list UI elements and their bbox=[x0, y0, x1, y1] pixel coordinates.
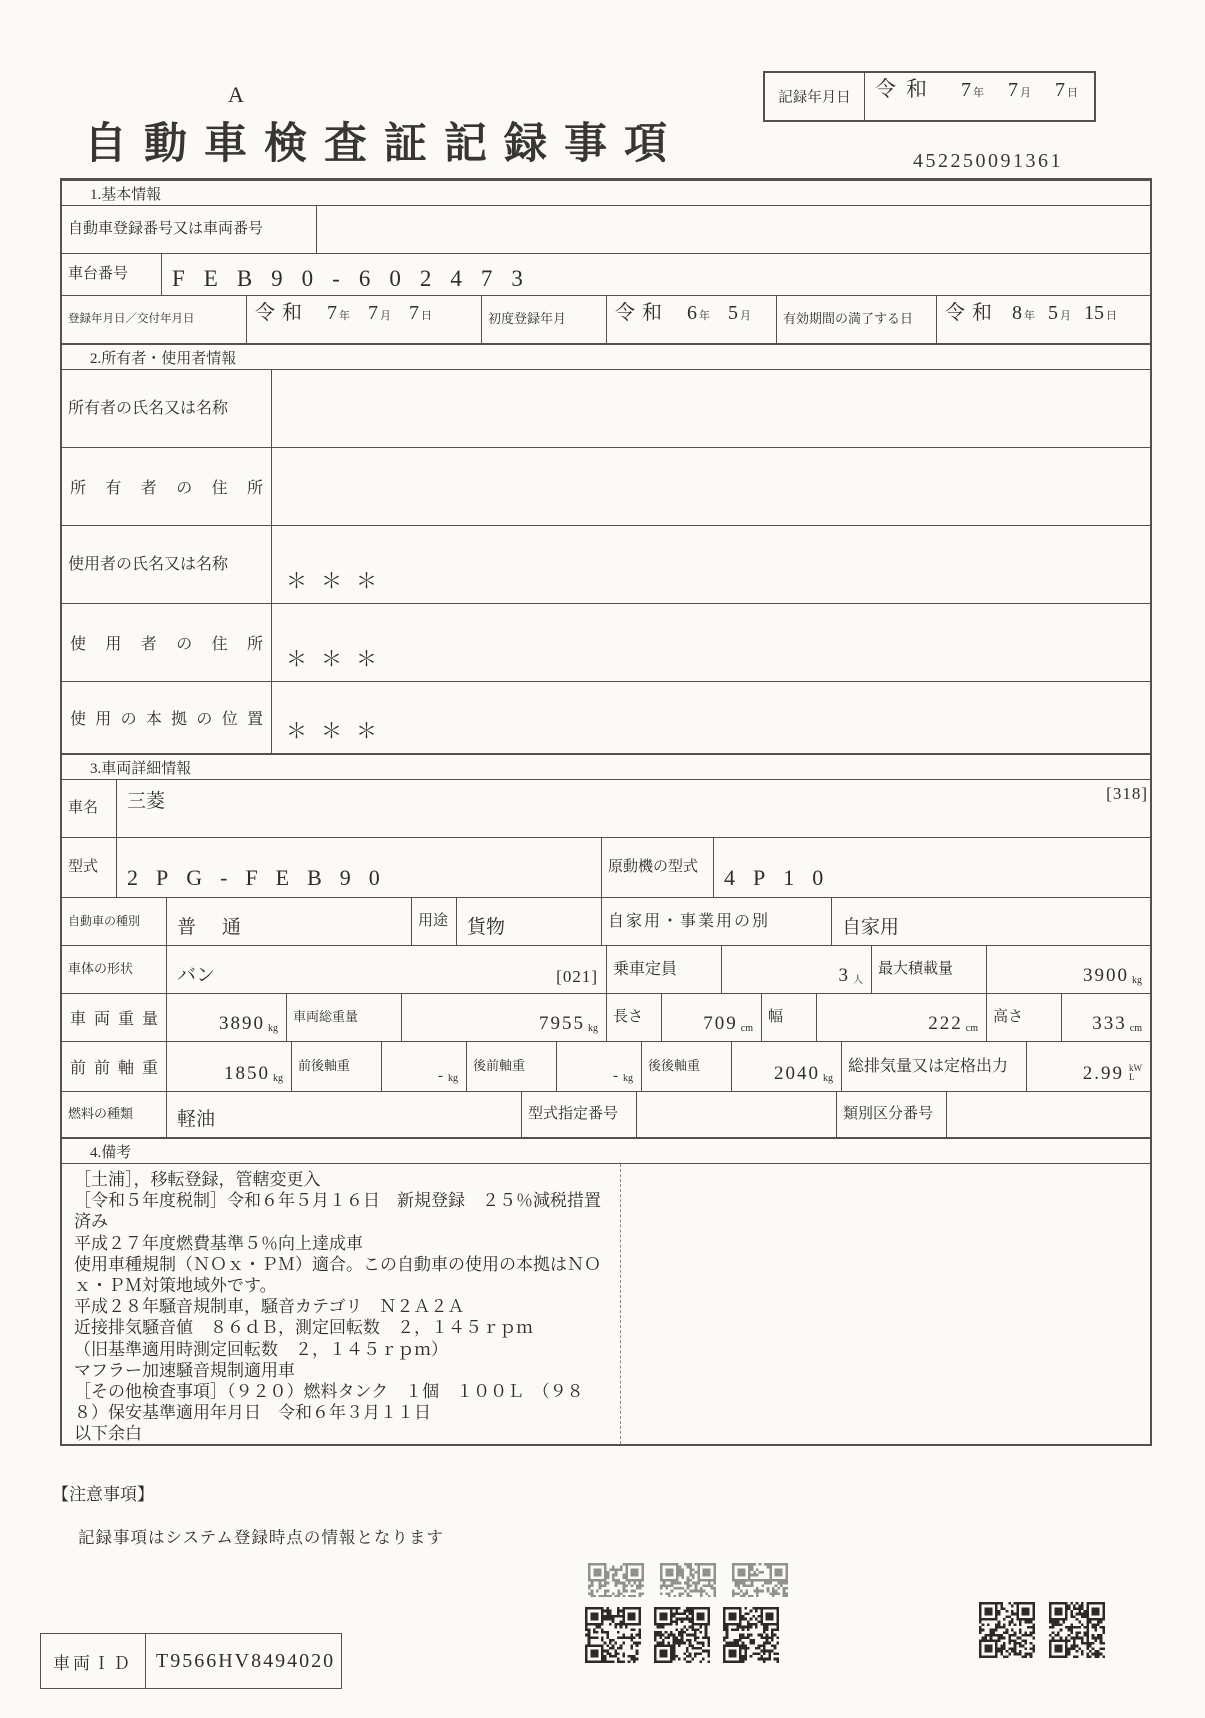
year-value: 8 bbox=[1012, 302, 1022, 324]
remark-line: 平成２７年度燃費基準５％向上達成車 bbox=[74, 1233, 363, 1253]
notes-text: 記録事項はシステム登録時点の情報となります bbox=[78, 1528, 444, 1547]
month-unit: 月 bbox=[380, 310, 391, 322]
row-fuel bbox=[62, 1092, 1150, 1138]
private-business-label: 自家用・事業用の別 bbox=[602, 898, 832, 945]
month-value: 7 bbox=[368, 302, 378, 324]
day-unit: 日 bbox=[421, 310, 432, 322]
category-value: 普通 bbox=[167, 898, 412, 945]
vehicle-id-box bbox=[40, 1633, 342, 1689]
remark-line: マフラー加速騒音規制適用車 bbox=[74, 1360, 295, 1380]
user-name-value: ＊＊＊ bbox=[286, 569, 391, 593]
height-label: 高さ bbox=[987, 994, 1062, 1041]
liter-unit: L bbox=[1129, 1072, 1135, 1082]
owner-address-value bbox=[272, 448, 1150, 525]
remark-line: 平成２８年騒音規制車，騒音カテゴリ Ｎ２Ａ２Ａ bbox=[74, 1297, 465, 1317]
car-name-value: 三菱 bbox=[127, 791, 166, 812]
era-text: 令和 bbox=[945, 302, 999, 324]
engine-model-label: 原動機の型式 bbox=[602, 838, 714, 897]
year-unit: 年 bbox=[1024, 310, 1035, 322]
qr-code bbox=[1049, 1602, 1105, 1658]
section-title-vehicle: 3.車両詳細情報 bbox=[90, 760, 192, 777]
class-code-label: 類別区分番号 bbox=[837, 1092, 947, 1137]
day-value: 15 bbox=[1084, 302, 1104, 324]
first-registration-label: 初度登録年月 bbox=[482, 296, 607, 343]
section-header-remarks bbox=[62, 1138, 1150, 1164]
remark-line: 使用車種規制（ＮＯｘ・ＰＭ）適合。この自動車の使用の本拠はＮＯ bbox=[74, 1254, 601, 1274]
base-location-label: 使用の本拠の位置 bbox=[70, 711, 263, 728]
capacity-label: 乗車定員 bbox=[607, 946, 722, 993]
month-value: 7 bbox=[1008, 79, 1018, 101]
remark-line: ｘ・ＰＭ対策地域外です。 bbox=[74, 1276, 277, 1296]
remark-line: ［令和５年度税制］令和６年５月１６日 新規登録 ２５％減税措置 bbox=[74, 1191, 601, 1211]
row-owner-name bbox=[62, 370, 1150, 448]
row-base-location bbox=[62, 682, 1150, 754]
vehicle-id-value: T9566HV8494020 bbox=[156, 1649, 336, 1672]
model-label: 型式 bbox=[62, 838, 117, 897]
first-registration-value bbox=[607, 296, 777, 343]
chassis-number-label: 車台番号 bbox=[62, 254, 162, 295]
row-axles bbox=[62, 1042, 1150, 1092]
height-value: 333 cm bbox=[1092, 1013, 1142, 1034]
weight-value: 3890 kg bbox=[167, 994, 287, 1041]
fuel-value: 軽油 bbox=[167, 1092, 522, 1137]
registration-number-value bbox=[317, 206, 1150, 253]
weight-label: 車両重量 bbox=[70, 1011, 158, 1028]
remarks-area bbox=[62, 1164, 1150, 1444]
day-value: 7 bbox=[409, 302, 419, 324]
owner-name-label: 所有者の氏名又は名称 bbox=[62, 370, 272, 447]
body-shape-code: [021] bbox=[556, 967, 598, 986]
section-title-owner: 2.所有者・使用者情報 bbox=[90, 350, 237, 367]
owner-address-label-cell bbox=[62, 448, 272, 525]
qr-code bbox=[660, 1563, 716, 1597]
remark-line: ［土浦］，移転登録，管轄変更入 bbox=[74, 1170, 321, 1189]
expiry-date-value bbox=[937, 296, 1150, 343]
qr-code bbox=[732, 1563, 788, 1597]
row-dates bbox=[62, 296, 1150, 344]
expiry-date-label: 有効期間の満了する日 bbox=[777, 296, 937, 343]
rear-rear-axle-label: 後後軸重 bbox=[642, 1042, 732, 1091]
year-unit: 年 bbox=[339, 310, 350, 322]
day-unit: 日 bbox=[1106, 310, 1117, 322]
width-value: 222 cm bbox=[817, 994, 987, 1041]
rear-front-axle-label: 後前軸重 bbox=[467, 1042, 557, 1091]
remarks-divider bbox=[620, 1164, 621, 1444]
day-value: 7 bbox=[1055, 79, 1065, 101]
qr-code bbox=[654, 1607, 710, 1663]
qr-code bbox=[588, 1563, 644, 1597]
row-category bbox=[62, 898, 1150, 946]
type-approval-value bbox=[637, 1092, 837, 1137]
length-label: 長さ bbox=[607, 994, 662, 1041]
private-business-value: 自家用 bbox=[842, 917, 900, 938]
weight-label-cell bbox=[62, 994, 167, 1041]
notes-title: 【注意事項】 bbox=[52, 1485, 154, 1504]
year-unit: 年 bbox=[699, 310, 710, 322]
qr-code-row-right bbox=[979, 1602, 1105, 1658]
section-title-remarks: 4.備考 bbox=[90, 1144, 132, 1161]
use-value: 貨物 bbox=[457, 898, 602, 945]
front-front-axle-value: 1850 kg bbox=[167, 1042, 292, 1091]
owner-address-label: 所有者の住所 bbox=[70, 480, 263, 497]
row-user-address bbox=[62, 604, 1150, 682]
year-value: 7 bbox=[961, 79, 971, 101]
model-value: 2PG-FEB90 bbox=[117, 838, 602, 897]
body-shape-value: バン bbox=[177, 965, 216, 986]
kw-liter-units bbox=[1129, 1064, 1142, 1085]
width-label: 幅 bbox=[762, 994, 817, 1041]
front-front-axle-label-cell bbox=[62, 1042, 167, 1091]
person-unit: 人 bbox=[853, 975, 863, 986]
registration-number-label: 自動車登録番号又は車両番号 bbox=[62, 206, 317, 253]
record-date-box bbox=[763, 71, 1096, 122]
row-model bbox=[62, 838, 1150, 898]
document-serial-number: 452250091361 bbox=[913, 150, 1063, 172]
row-owner-address bbox=[62, 448, 1150, 526]
front-rear-axle-label: 前後軸重 bbox=[292, 1042, 382, 1091]
car-name-label: 車名 bbox=[62, 780, 117, 837]
section-header-owner bbox=[62, 344, 1150, 370]
rear-front-axle-value: - kg bbox=[557, 1042, 642, 1091]
remark-line: ８）保安基準適用年月日 令和６年３月１１日 bbox=[74, 1403, 431, 1423]
user-address-label-cell bbox=[62, 604, 272, 681]
base-location-label-cell bbox=[62, 682, 272, 753]
max-load-value: 3900 kg bbox=[1083, 965, 1142, 986]
length-value: 709 cm bbox=[662, 994, 762, 1041]
remark-line: ［その他検査事項］（９２０）燃料タンク １個 １００Ｌ （９８ bbox=[74, 1382, 584, 1402]
gross-weight-label: 車両総重量 bbox=[287, 994, 402, 1041]
page-title: 自動車検査証記録事項 bbox=[84, 121, 684, 168]
remark-line: 近接排気騒音値 ８６ｄＢ，測定回転数 ２，１４５ｒｐｍ bbox=[74, 1318, 533, 1338]
page-mark: A bbox=[228, 82, 244, 107]
section-header-vehicle bbox=[62, 754, 1150, 780]
remark-line: 以下余白 bbox=[74, 1424, 142, 1444]
base-location-value: ＊＊＊ bbox=[286, 719, 391, 743]
month-unit: 月 bbox=[1020, 87, 1031, 99]
year-unit: 年 bbox=[973, 87, 984, 99]
section-title-basic: 1.基本情報 bbox=[90, 186, 162, 203]
category-label: 自動車の種別 bbox=[62, 898, 167, 945]
row-body-shape bbox=[62, 946, 1150, 994]
owner-name-value bbox=[272, 370, 1150, 447]
car-name-cell bbox=[117, 780, 1150, 837]
user-address-label: 使用者の住所 bbox=[70, 636, 263, 653]
class-code-value bbox=[947, 1092, 1150, 1137]
era-text: 令和 bbox=[875, 77, 937, 101]
body-shape-cell bbox=[167, 946, 607, 993]
max-load-label: 最大積載量 bbox=[872, 946, 987, 993]
engine-model-value: 4P10 bbox=[724, 865, 842, 890]
section-header-basic bbox=[62, 180, 1150, 206]
year-value: 7 bbox=[327, 302, 337, 324]
record-date-value bbox=[865, 73, 1094, 120]
displacement-value: 2.99 kW L bbox=[1082, 1063, 1142, 1084]
front-front-axle-label: 前前軸重 bbox=[70, 1060, 158, 1077]
remarks-text bbox=[62, 1164, 619, 1445]
main-table bbox=[60, 178, 1152, 1446]
qr-code-row-faded bbox=[588, 1563, 788, 1597]
row-chassis-number bbox=[62, 254, 1150, 296]
era-text: 令和 bbox=[615, 302, 669, 324]
month-value: 5 bbox=[1048, 302, 1058, 324]
row-weights bbox=[62, 994, 1150, 1042]
record-date-label: 記録年月日 bbox=[765, 73, 865, 120]
capacity-value: 3 人 bbox=[722, 946, 872, 993]
fuel-label: 燃料の種類 bbox=[62, 1092, 167, 1137]
qr-code bbox=[979, 1602, 1035, 1658]
user-name-label: 使用者の氏名又は名称 bbox=[62, 526, 272, 603]
registration-date-label: 登録年月日／交付年月日 bbox=[62, 296, 247, 343]
month-unit: 月 bbox=[740, 310, 751, 322]
type-approval-label: 型式指定番号 bbox=[522, 1092, 637, 1137]
era-text: 令和 bbox=[255, 302, 309, 324]
car-name-code: [318] bbox=[1106, 784, 1148, 803]
cm-unit: cm bbox=[740, 1023, 753, 1034]
kw-unit: kW bbox=[1129, 1063, 1142, 1073]
qr-code-row-left bbox=[585, 1607, 779, 1663]
remark-line: （旧基準適用時測定回転数 ２，１４５ｒｐｍ） bbox=[74, 1339, 448, 1359]
day-unit: 日 bbox=[1067, 87, 1078, 99]
body-shape-label: 車体の形状 bbox=[62, 946, 167, 993]
vehicle-id-label: 車両ＩＤ bbox=[41, 1634, 146, 1688]
row-car-name bbox=[62, 780, 1150, 838]
row-registration-number bbox=[62, 206, 1150, 254]
chassis-number-value: FEB90-602473 bbox=[172, 266, 542, 291]
year-value: 6 bbox=[687, 302, 697, 324]
kg-unit: kg bbox=[1132, 975, 1142, 986]
gross-weight-value: 7955 kg bbox=[402, 994, 607, 1041]
month-value: 5 bbox=[728, 302, 738, 324]
month-unit: 月 bbox=[1060, 310, 1071, 322]
displacement-label: 総排気量又は定格出力 bbox=[842, 1042, 1027, 1091]
qr-code bbox=[723, 1607, 779, 1663]
rear-rear-axle-value: 2040 kg bbox=[732, 1042, 842, 1091]
row-user-name bbox=[62, 526, 1150, 604]
remark-line: 済み bbox=[74, 1212, 108, 1232]
front-rear-axle-value: - kg bbox=[382, 1042, 467, 1091]
qr-code bbox=[585, 1607, 641, 1663]
user-address-value: ＊＊＊ bbox=[286, 647, 391, 671]
registration-date-value bbox=[247, 296, 482, 343]
use-label: 用途 bbox=[412, 898, 457, 945]
